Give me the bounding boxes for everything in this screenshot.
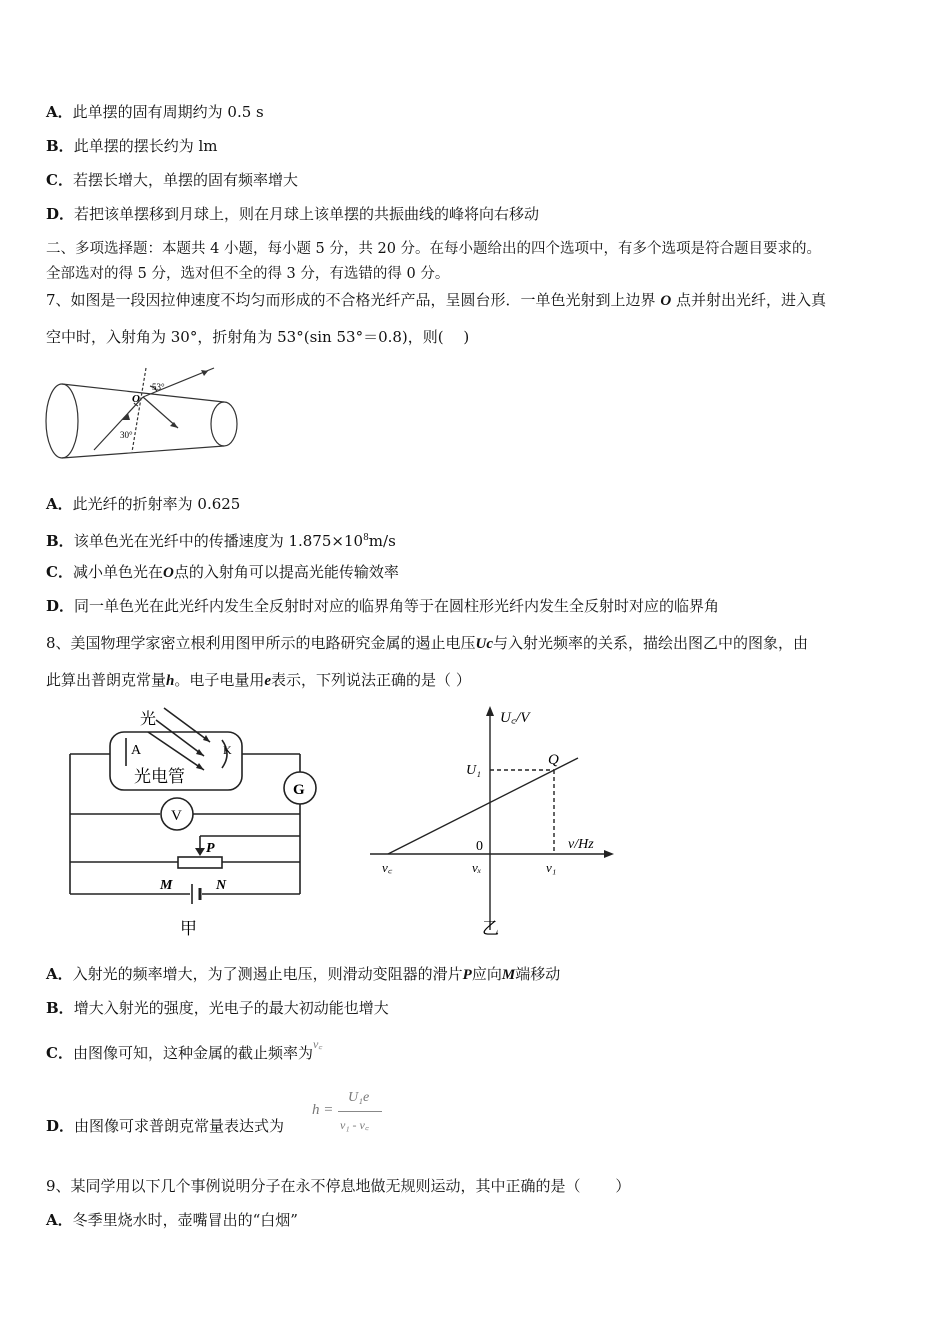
- formula-denominator: ν₁ - ν꜀: [340, 1118, 369, 1132]
- nu-1-label: ν₁: [546, 860, 557, 875]
- fiber-right-end: [211, 402, 237, 446]
- label-g: G: [293, 782, 305, 798]
- fiber-top-edge: [62, 384, 224, 402]
- light-ray-1: [164, 708, 210, 742]
- label-p: P: [206, 841, 215, 856]
- q8-stem-line2: 此算出普朗克常量h。电子电量用e表示，下列说法正确的是（ ）: [46, 671, 471, 689]
- label-v: V: [171, 808, 182, 824]
- q8-circuit-diagram: [60, 702, 325, 942]
- caption-yi: 乙: [482, 919, 499, 938]
- data-line: [388, 758, 578, 854]
- label-anode: A: [131, 743, 142, 758]
- y-axis-arrowhead: [486, 706, 494, 716]
- light-ray-3: [148, 732, 204, 770]
- q8-graph: [360, 702, 630, 942]
- q7-option-b: B．该单色光在光纤中的传播速度为 $1.875\times 10^8m/s$: [46, 532, 396, 550]
- q-label: Q: [548, 752, 559, 768]
- light-ray-2: [156, 720, 204, 756]
- q6-option-d: D．若把该单摆移到月球上，则在月球上该单摆的共振曲线的峰将向右移动: [46, 205, 540, 223]
- origin-label: 0: [476, 839, 483, 854]
- label-phototube: 光电管: [134, 767, 185, 786]
- caption-jia: 甲: [180, 919, 197, 938]
- q8-option-a: A．入射光的频率增大，为了测遏止电压，则滑动变阻器的滑片P应向M端移动: [46, 965, 561, 983]
- q8-stem-line1: 8、美国物理学家密立根利用图甲所示的电路研究金属的遏止电压Uc与入射光频率的关系，描绘出图乙中的图象，由: [46, 634, 809, 652]
- q7-option-a: A．此光纤的折射率为 0.625: [46, 495, 241, 513]
- label-53: 53°: [152, 382, 165, 392]
- label-o: O: [132, 393, 140, 405]
- nu-c-label: ν꜀: [382, 860, 393, 875]
- slider-arrowhead: [195, 848, 205, 856]
- q6-option-b: B．此单摆的摆长约为 lm: [46, 137, 218, 155]
- fiber-left-end: [46, 384, 78, 458]
- fiber-bottom-edge: [62, 446, 224, 458]
- x-axis-arrowhead: [604, 850, 614, 858]
- q8-option-c: C．由图像可知，这种金属的截止频率为ν꜀: [46, 1043, 322, 1064]
- q6-option-a: A．此单摆的固有周期约为 0.5 s: [46, 103, 264, 121]
- q8-option-b: B．增大入射光的强度，光电子的最大初动能也增大: [46, 999, 389, 1017]
- q7-stem-line2: 空中时，入射角为 30°，折射角为 53°(sin 53°＝0.8)，则( ): [46, 328, 470, 346]
- section-2-heading: 二、多项选择题：本题共 4 小题，每小题 5 分，共 20 分。在每小题给出的四个选项中，有多个选项是符合题目要求的。: [46, 241, 822, 257]
- u1-label: U₁: [466, 763, 481, 778]
- formula-h: h =: [312, 1102, 334, 1118]
- q9-option-a: A．冬季里烧水时，壶嘴冒出的“白烟”: [46, 1211, 298, 1229]
- rheostat: [178, 857, 222, 868]
- label-m: M: [160, 878, 173, 893]
- label-light: 光: [140, 711, 157, 728]
- formula-numerator: U₁e: [348, 1090, 370, 1105]
- incident-arrowhead: [122, 413, 130, 420]
- section-2-rules: 全部选对的得 5 分，选对但不全的得 3 分，有选错的得 0 分。: [46, 266, 450, 282]
- q8-option-d: D．由图像可求普朗克常量表达式为: [46, 1117, 285, 1135]
- label-cathode: K: [223, 743, 232, 757]
- label-30: 30°: [120, 430, 133, 440]
- q7-fiber-figure: [42, 364, 247, 476]
- reflected-arrowhead: [170, 422, 178, 428]
- q9-stem: 9、某同学用以下几个事例说明分子在永不停息地做无规则运动，其中正确的是（ ）: [46, 1177, 631, 1195]
- normal-line: [132, 368, 146, 452]
- x-axis-label: ν/Hz: [568, 837, 594, 852]
- y-axis-label: U꜀/V: [500, 710, 530, 726]
- q6-option-c: C．若摆长增大，单摆的固有频率增大: [46, 171, 298, 189]
- nu-c-formula: ν꜀: [312, 1037, 323, 1051]
- label-n: N: [216, 878, 227, 893]
- q7-stem-line1: 7、如图是一段因拉伸速度不均匀而形成的不合格光纤产品，呈圆台形．一单色光射到上边界 O 点并射出光纤，进入真: [46, 291, 826, 309]
- q7-option-d: D．同一单色光在此光纤内发生全反射时对应的临界角等于在圆柱形光纤内发生全反射时对应的临界角: [46, 597, 720, 615]
- q7-option-c: C．减小单色光在O点的入射角可以提高光能传输效率: [46, 563, 399, 581]
- formula-bar: [338, 1111, 382, 1112]
- nu-x-label: νₓ: [472, 860, 482, 875]
